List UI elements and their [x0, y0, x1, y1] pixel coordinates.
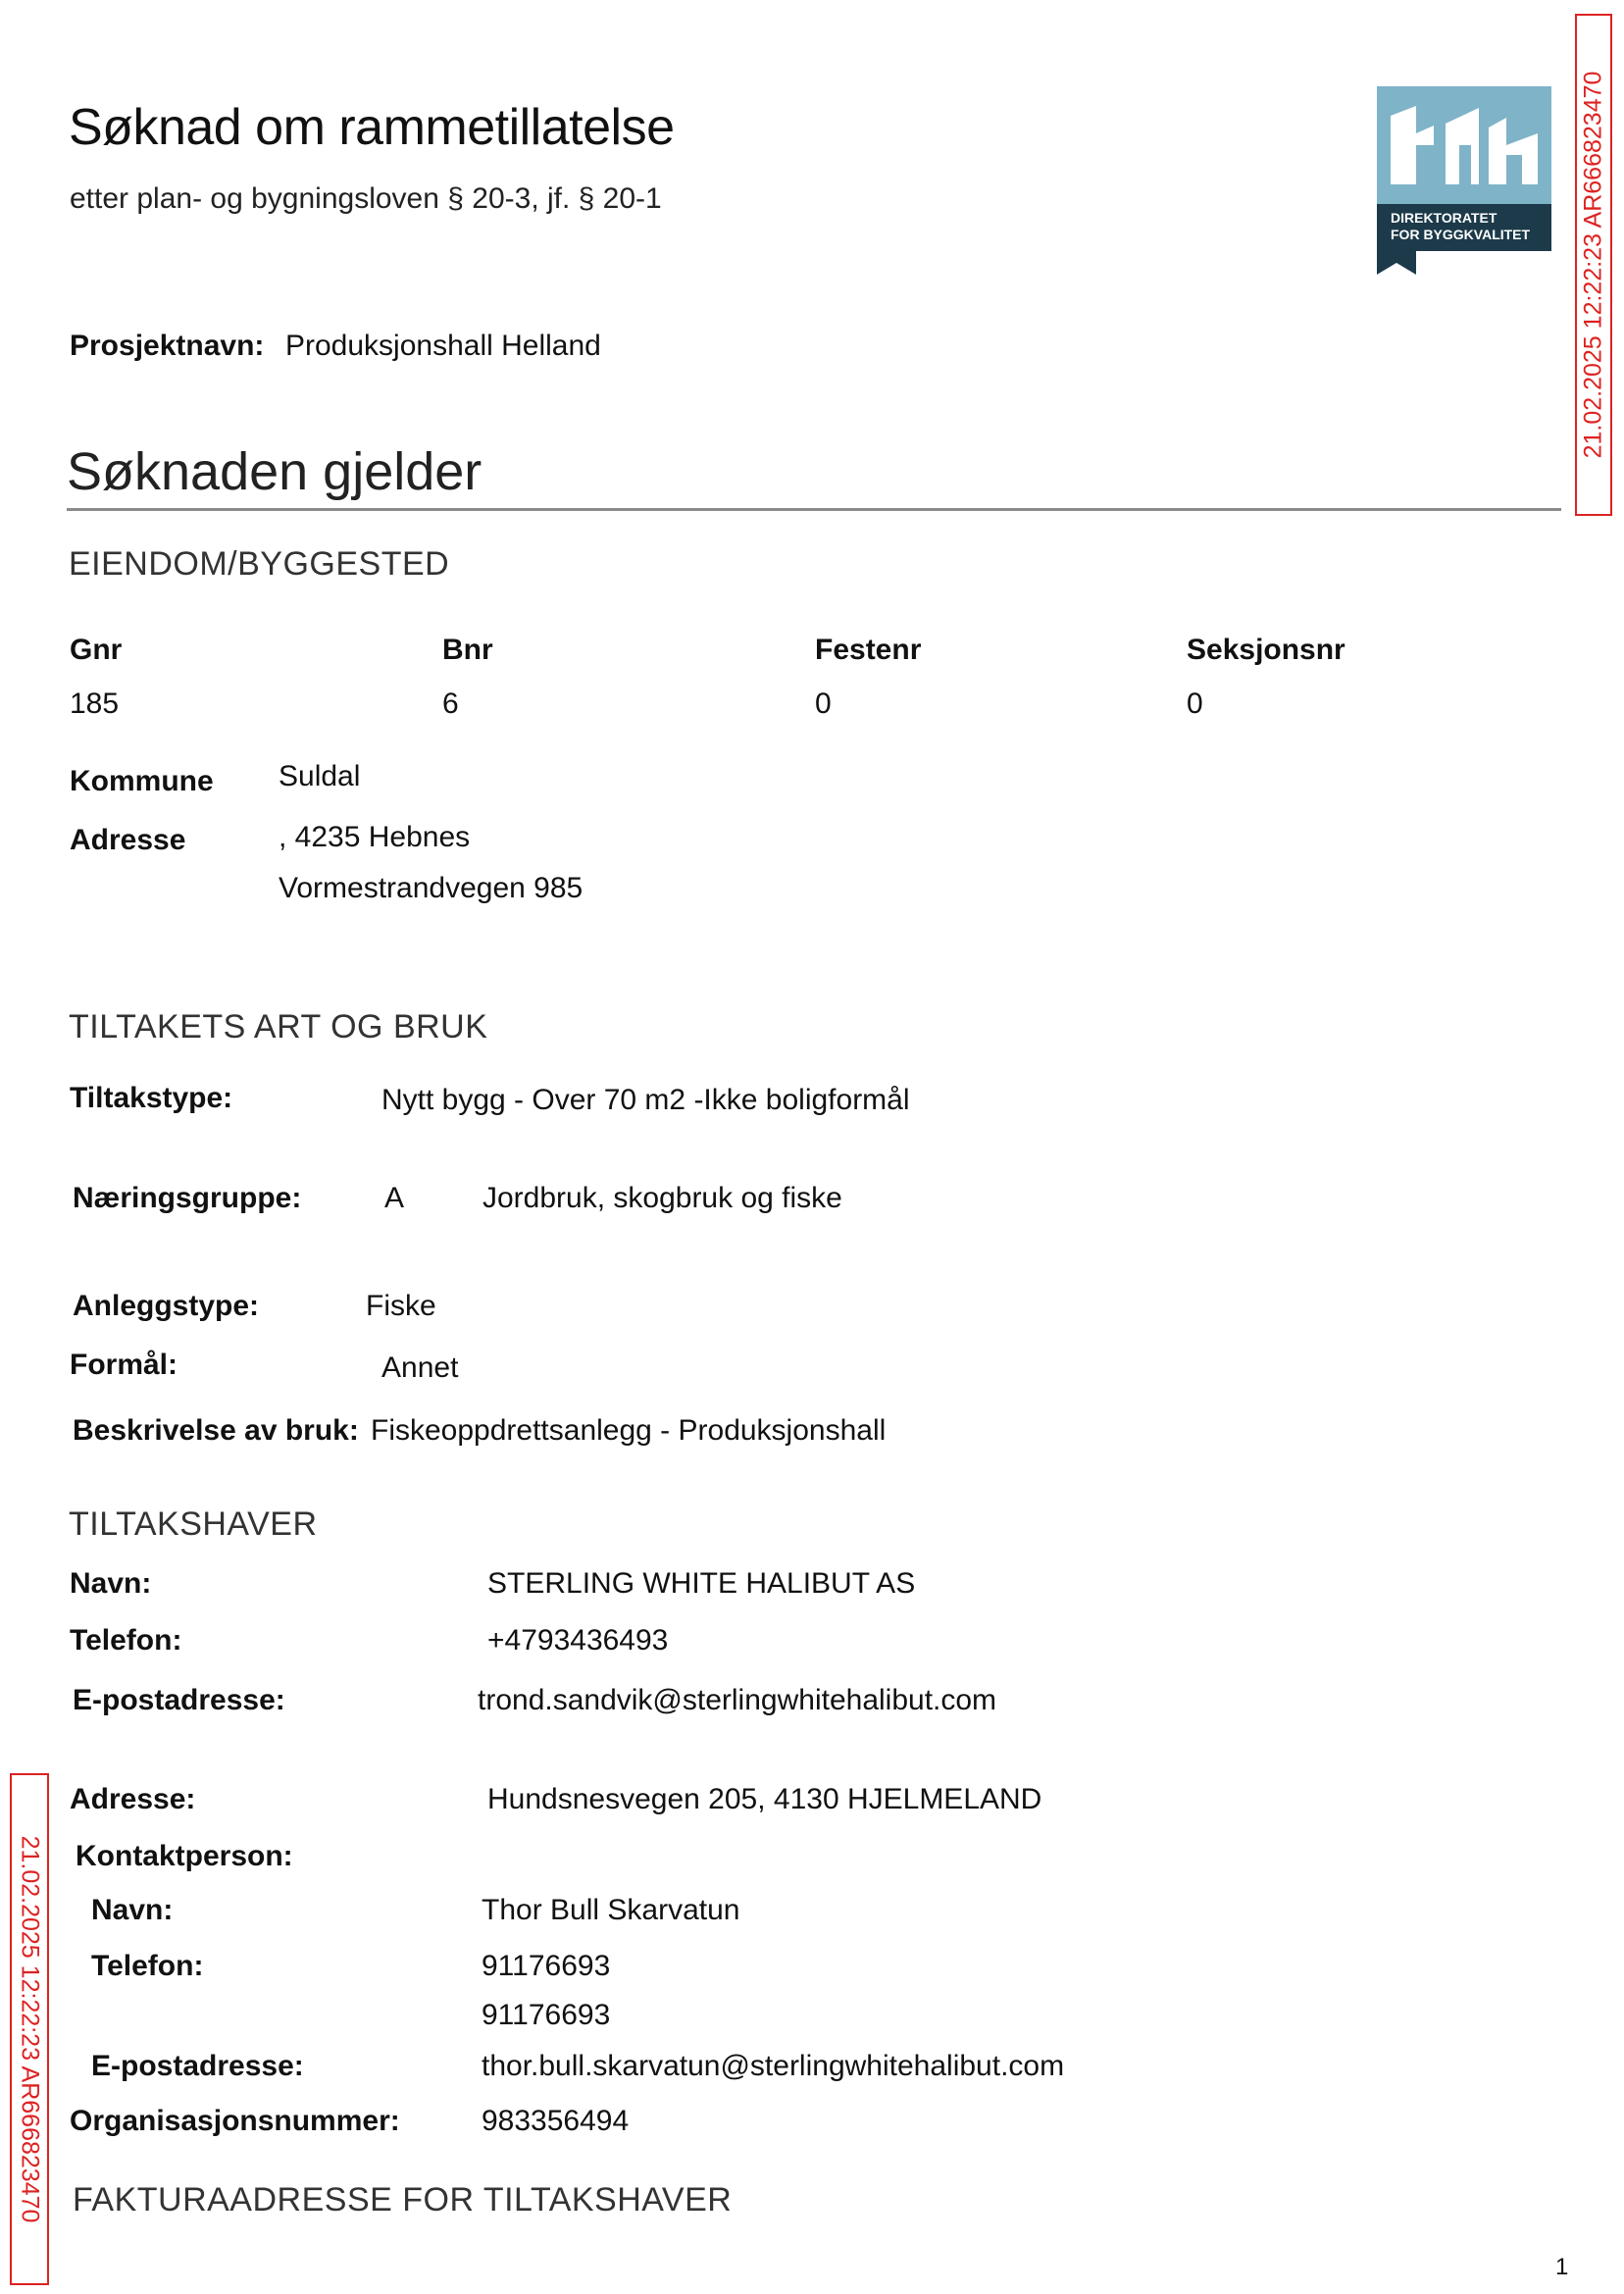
page-number: 1 [1555, 2254, 1569, 2280]
tiltakshaver-epost-value: trond.sandvik@sterlingwhitehalibut.com [478, 1684, 997, 1716]
kommune-label: Kommune [70, 765, 214, 797]
tiltak-heading: TILTAKETS ART OG BRUK [69, 1008, 488, 1045]
tiltakshaver-telefon-value: +4793436493 [487, 1624, 669, 1657]
section-title: Søknaden gjelder [67, 442, 482, 501]
bnr-label: Bnr [442, 634, 493, 666]
adresse-label: Adresse [70, 824, 186, 856]
tiltakshaver-telefon-label: Telefon: [70, 1624, 182, 1657]
dibk-logo [1377, 86, 1551, 275]
formal-label: Formål: [70, 1349, 178, 1381]
date-stamp-top-text: 21.02.2025 12:22:23 AR666823470 [1579, 71, 1607, 459]
adresse-line1: , 4235 Hebnes [279, 821, 471, 853]
kommune-value: Suldal [279, 760, 361, 792]
kontaktperson-label: Kontaktperson: [76, 1840, 293, 1872]
project-name-value: Produksjonshall Helland [285, 330, 601, 362]
festenr-value: 0 [815, 688, 832, 720]
document-title: Søknad om rammetillatelse [69, 99, 675, 156]
logo-text-line1: DIREKTORATET [1391, 210, 1497, 226]
tiltakshaver-navn-value: STERLING WHITE HALIBUT AS [487, 1567, 916, 1600]
faktura-heading: FAKTURAADRESSE FOR TILTAKSHAVER [73, 2181, 733, 2218]
tiltakstype-label: Tiltakstype: [70, 1082, 233, 1114]
bruk-label: Beskrivelse av bruk: [73, 1414, 359, 1447]
date-stamp-left-text: 21.02.2025 12:22:23 AR666823470 [16, 1835, 44, 2223]
orgnr-label: Organisasjonsnummer: [70, 2105, 400, 2137]
festenr-label: Festenr [815, 634, 922, 666]
bruk-value: Fiskeoppdrettsanlegg - Produksjonshall [371, 1414, 887, 1447]
tiltakshaver-adresse-label: Adresse: [70, 1783, 196, 1815]
kontakt-telefon-label: Telefon: [91, 1950, 204, 1982]
naeringsgruppe-label: Næringsgruppe: [73, 1182, 302, 1214]
gnr-label: Gnr [70, 634, 123, 666]
seksjonsnr-label: Seksjonsnr [1187, 634, 1345, 666]
logo-text-line2: FOR BYGGKVALITET [1391, 227, 1531, 242]
formal-value: Annet [381, 1351, 459, 1384]
kontakt-telefon-value-1: 91176693 [482, 1950, 611, 1982]
tiltakshaver-heading: TILTAKSHAVER [69, 1505, 318, 1543]
kontakt-epost-label: E-postadresse: [91, 2050, 304, 2082]
kontakt-navn-value: Thor Bull Skarvatun [482, 1894, 740, 1926]
tiltakstype-value: Nytt bygg - Over 70 m2 -Ikke boligformål [381, 1084, 910, 1116]
anleggstype-label: Anleggstype: [73, 1290, 260, 1322]
dibk-logo-mark [1377, 86, 1551, 275]
tiltakshaver-navn-label: Navn: [70, 1567, 152, 1600]
kontakt-navn-label: Navn: [91, 1894, 174, 1926]
document-subtitle: etter plan- og bygningsloven § 20-3, jf. § 20-1 [70, 182, 662, 215]
gnr-value: 185 [70, 688, 120, 720]
logo-text [1391, 210, 1530, 243]
naeringsgruppe-code: A [384, 1182, 405, 1214]
adresse-line2: Vormestrandvegen 985 [279, 872, 584, 904]
orgnr-value: 983356494 [482, 2105, 630, 2137]
naeringsgruppe-value: Jordbruk, skogbruk og fiske [482, 1182, 842, 1214]
section-divider [67, 508, 1561, 511]
kontakt-epost-value: thor.bull.skarvatun@sterlingwhitehalibut.com [482, 2050, 1065, 2082]
property-heading: EIENDOM/BYGGESTED [69, 545, 450, 583]
anleggstype-value: Fiske [366, 1290, 436, 1322]
project-name-label: Prosjektnavn: [70, 330, 265, 362]
bnr-value: 6 [442, 688, 459, 720]
tiltakshaver-adresse-value: Hundsnesvegen 205, 4130 HJELMELAND [487, 1783, 1042, 1815]
seksjonsnr-value: 0 [1187, 688, 1203, 720]
tiltakshaver-epost-label: E-postadresse: [73, 1684, 285, 1716]
kontakt-telefon-value-2: 91176693 [482, 1999, 611, 2031]
